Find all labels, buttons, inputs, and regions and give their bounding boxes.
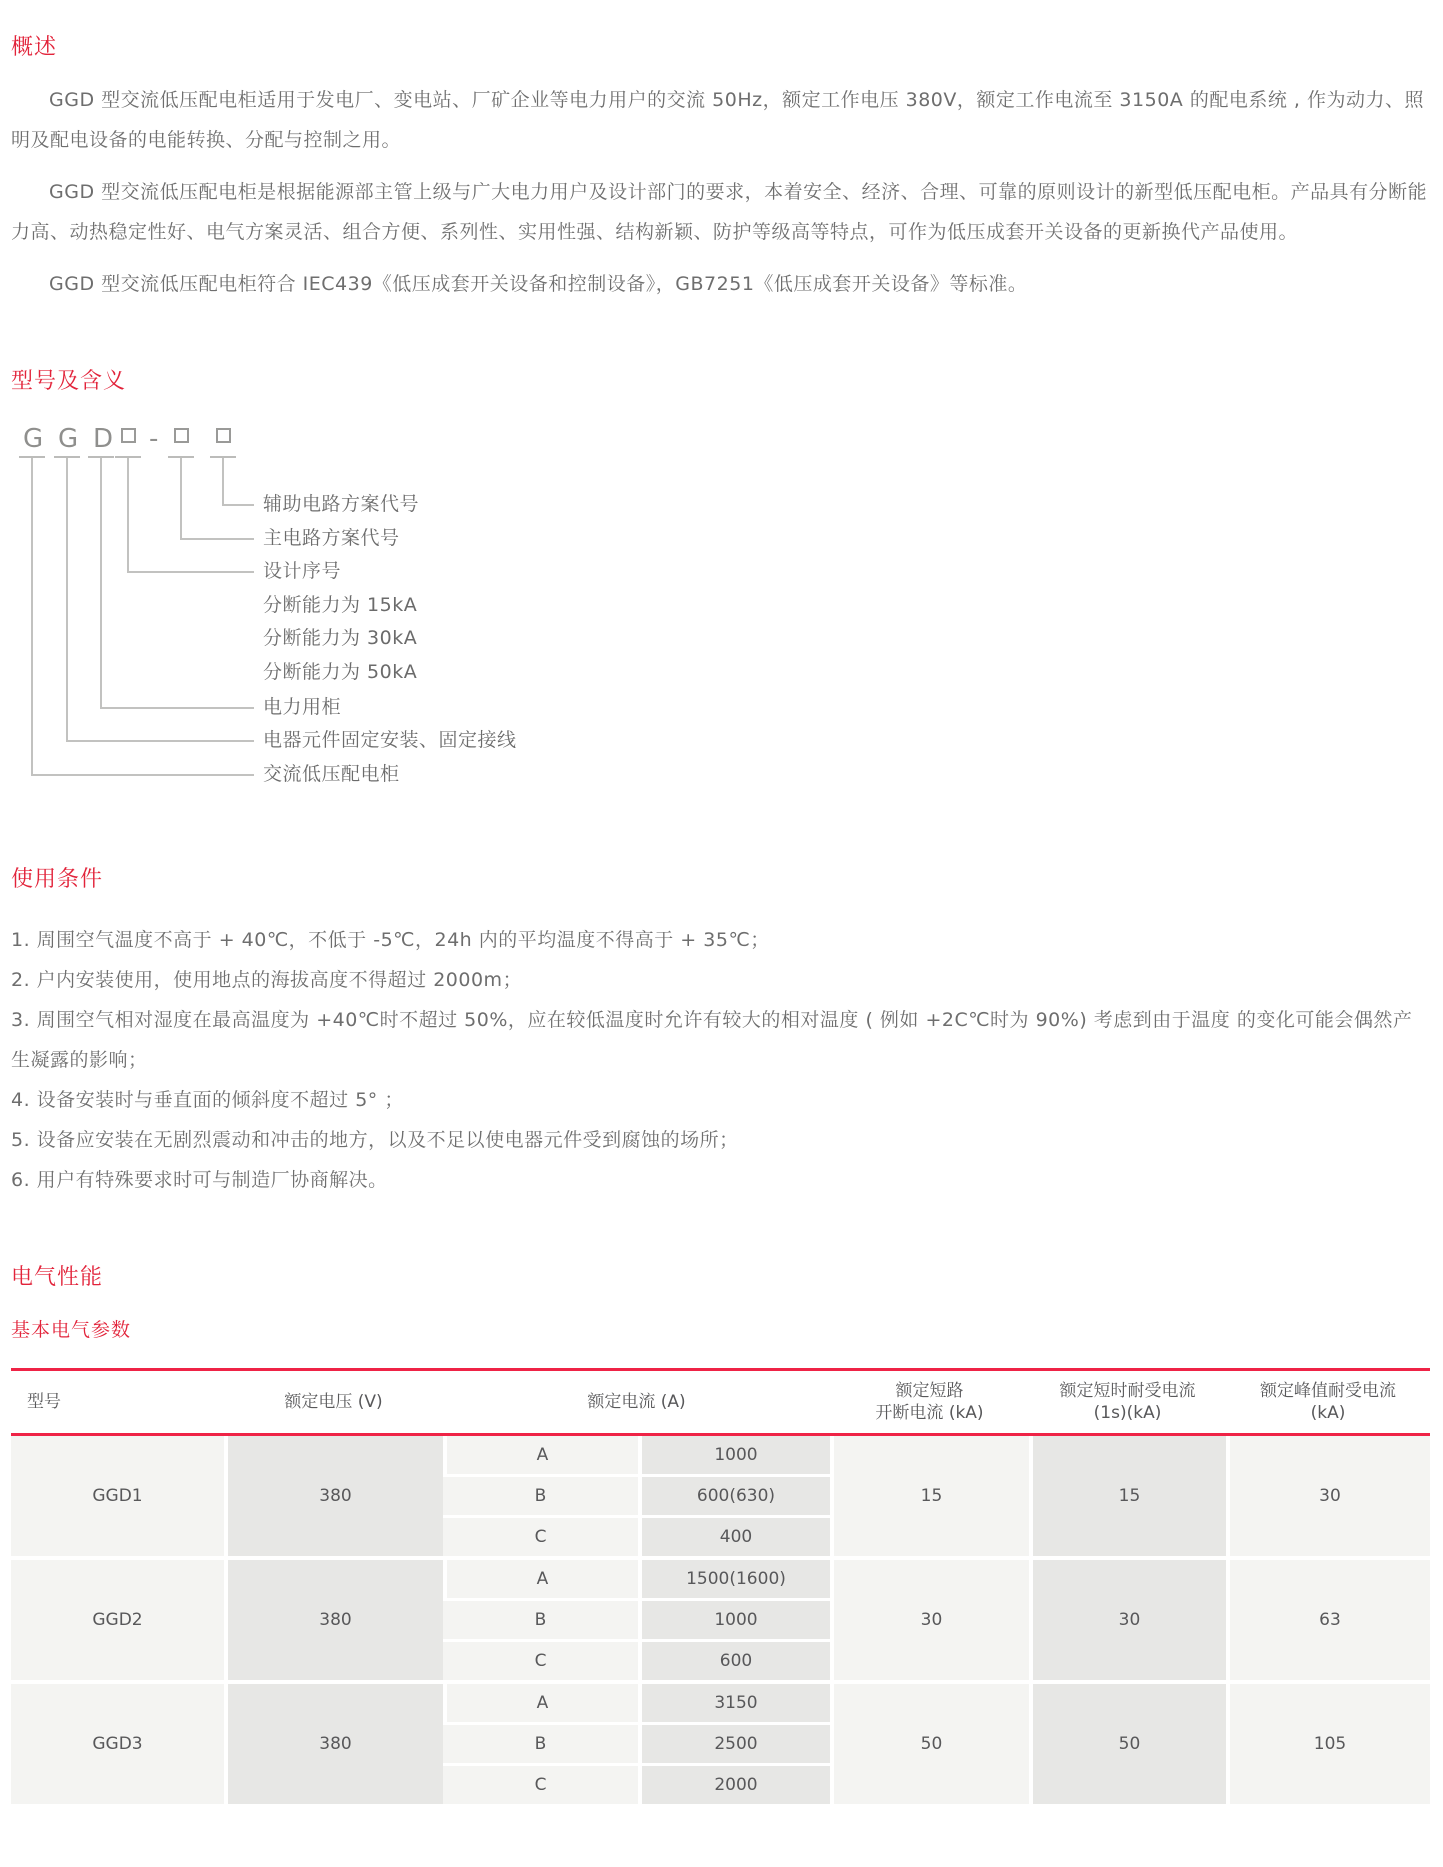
cell-voltage: 380 [224,1680,443,1804]
cell-current-class: C [443,1639,638,1680]
electrical-performance-heading: 电气性能 [11,1265,104,1290]
model-code-letter: D [93,424,114,454]
table-row [11,1436,1430,1474]
model-code-box [216,428,231,443]
diagram-label: 交流低压配电柜 [263,763,400,785]
condition-item: 2. 户内安装使用，使用地点的海拔高度不得超过 2000m； [11,969,523,991]
cell-breaking: 50 [830,1680,1029,1804]
diagram-label: 分断能力为 30kA [263,627,418,649]
header-short-time-current [1029,1371,1226,1436]
diagram-label: 分断能力为 15kA [263,594,418,616]
diagram-label: 分断能力为 50kA [263,661,418,683]
overview-body [11,80,1430,304]
table-row [11,1680,1430,1722]
usage-conditions-list [11,920,1430,1200]
connector-line [222,458,224,504]
connector-line [127,571,254,573]
cell-breaking: 30 [830,1556,1029,1680]
model-code-box [121,428,136,443]
condition-item: 3. 周围空气相对湿度在最高温度为 +40℃时不超过 50%，应在较低温度时允许有较大的相对温度 ( 例如 +2C℃时为 90%) 考虑到由于温度 的变化可能会偶然产生凝露的影响； [11,1009,1413,1071]
cell-current-class: A [443,1556,638,1598]
cell-peak: 105 [1226,1680,1430,1804]
cell-peak: 63 [1226,1556,1430,1680]
parameters-table-wrapper [11,1368,1430,1804]
usage-conditions-heading: 使用条件 [11,867,104,892]
basic-parameters-subheading: 基本电气参数 [11,1319,132,1341]
connector-line [66,740,254,742]
cell-model: GGD3 [11,1680,224,1804]
cell-peak: 30 [1226,1436,1430,1556]
cell-current-class: B [443,1474,638,1515]
header-line: 额定短路 [895,1381,964,1401]
diagram-label: 设计序号 [263,560,342,582]
connector-line [31,774,254,776]
connector-line [100,707,254,709]
cell-voltage: 380 [224,1436,443,1556]
model-meaning-heading: 型号及含义 [11,369,127,394]
cell-short-time: 15 [1029,1436,1226,1556]
cell-current-value: 1000 [638,1598,830,1639]
cell-current-class: C [443,1515,638,1556]
connector-line [180,458,182,538]
overview-heading: 概述 [11,35,58,60]
cell-current-class: C [443,1763,638,1804]
connector-line [127,458,129,571]
header-peak-current [1226,1371,1430,1436]
cell-current-value: 1000 [638,1436,830,1474]
cell-short-time: 50 [1029,1680,1226,1804]
header-voltage: 额定电压 (V) [224,1371,443,1436]
header-line: 开断电流 (kA) [875,1403,984,1423]
header-current: 额定电流 (A) [443,1371,830,1436]
header-line: (1s)(kA) [1093,1403,1162,1423]
header-breaking-current [830,1371,1029,1436]
cell-current-class: B [443,1722,638,1763]
diagram-label: 电力用柜 [263,696,342,718]
header-model: 型号 [11,1371,224,1436]
connector-line [100,458,102,707]
cell-current-class: A [443,1436,638,1474]
model-code-diagram [11,424,1430,804]
model-code-box [174,428,189,443]
condition-item: 1. 周围空气温度不高于 + 40℃，不低于 -5℃，24h 内的平均温度不得高于 + 35℃； [11,929,770,951]
cell-current-value: 600(630) [638,1474,830,1515]
model-code-letter: G [58,424,79,454]
cell-breaking: 15 [830,1436,1029,1556]
overview-paragraph: GGD 型交流低压配电柜符合 IEC439《低压成套开关设备和控制设备》，GB7251《低压成套开关设备》等标准。 [49,273,1028,295]
cell-current-value: 1500(1600) [638,1556,830,1598]
overview-paragraph: GGD 型交流低压配电柜适用于发电厂、变电站、厂矿企业等电力用户的交流 50Hz，额定工作电压 380V，额定工作电流至 3150A 的配电系统 , 作为动力、照明及配电设备的电能转换、分配与控制之用。 [11,89,1424,151]
connector-line [180,538,254,540]
connector-line [31,458,33,774]
cell-current-value: 400 [638,1515,830,1556]
connector-line [66,458,68,740]
model-code-dash: - [149,424,159,454]
diagram-label: 辅助电路方案代号 [263,493,420,515]
catalog-page [0,34,1443,1844]
cell-model: GGD2 [11,1556,224,1680]
cell-current-value: 2500 [638,1722,830,1763]
overview-paragraph: GGD 型交流低压配电柜是根据能源部主管上级与广大电力用户及设计部门的要求，本着安全、经济、合理、可靠的原则设计的新型低压配电柜。产品具有分断能力高、动热稳定性好、电气方案灵活、组合方便、系列性、实用性强、结构新颖、防护等级高等特点，可作为低压成套开关设备的更新换代产品使用。 [11,181,1428,243]
model-code-letter: G [23,424,44,454]
cell-current-class: A [443,1680,638,1722]
condition-item: 5. 设备应安装在无剧烈震动和冲击的地方，以及不足以使电器元件受到腐蚀的场所； [11,1129,739,1151]
parameters-table [11,1371,1430,1804]
table-row [11,1556,1430,1598]
cell-voltage: 380 [224,1556,443,1680]
cell-model: GGD1 [11,1436,224,1556]
condition-item: 6. 用户有特殊要求时可与制造厂协商解决。 [11,1169,388,1191]
cell-current-value: 3150 [638,1680,830,1722]
diagram-label: 电器元件固定安装、固定接线 [263,729,517,751]
cell-current-class: B [443,1598,638,1639]
cell-current-value: 600 [638,1639,830,1680]
header-line: 额定短时耐受电流 [1059,1381,1196,1401]
table-header-row [11,1371,1430,1436]
cell-short-time: 30 [1029,1556,1226,1680]
header-line: 额定峰值耐受电流 [1260,1381,1396,1401]
connector-line [222,504,254,506]
diagram-label: 主电路方案代号 [263,527,400,549]
cell-current-value: 2000 [638,1763,830,1804]
condition-item: 4. 设备安装时与垂直面的倾斜度不超过 5° ； [11,1089,404,1111]
header-line: (kA) [1310,1403,1346,1423]
